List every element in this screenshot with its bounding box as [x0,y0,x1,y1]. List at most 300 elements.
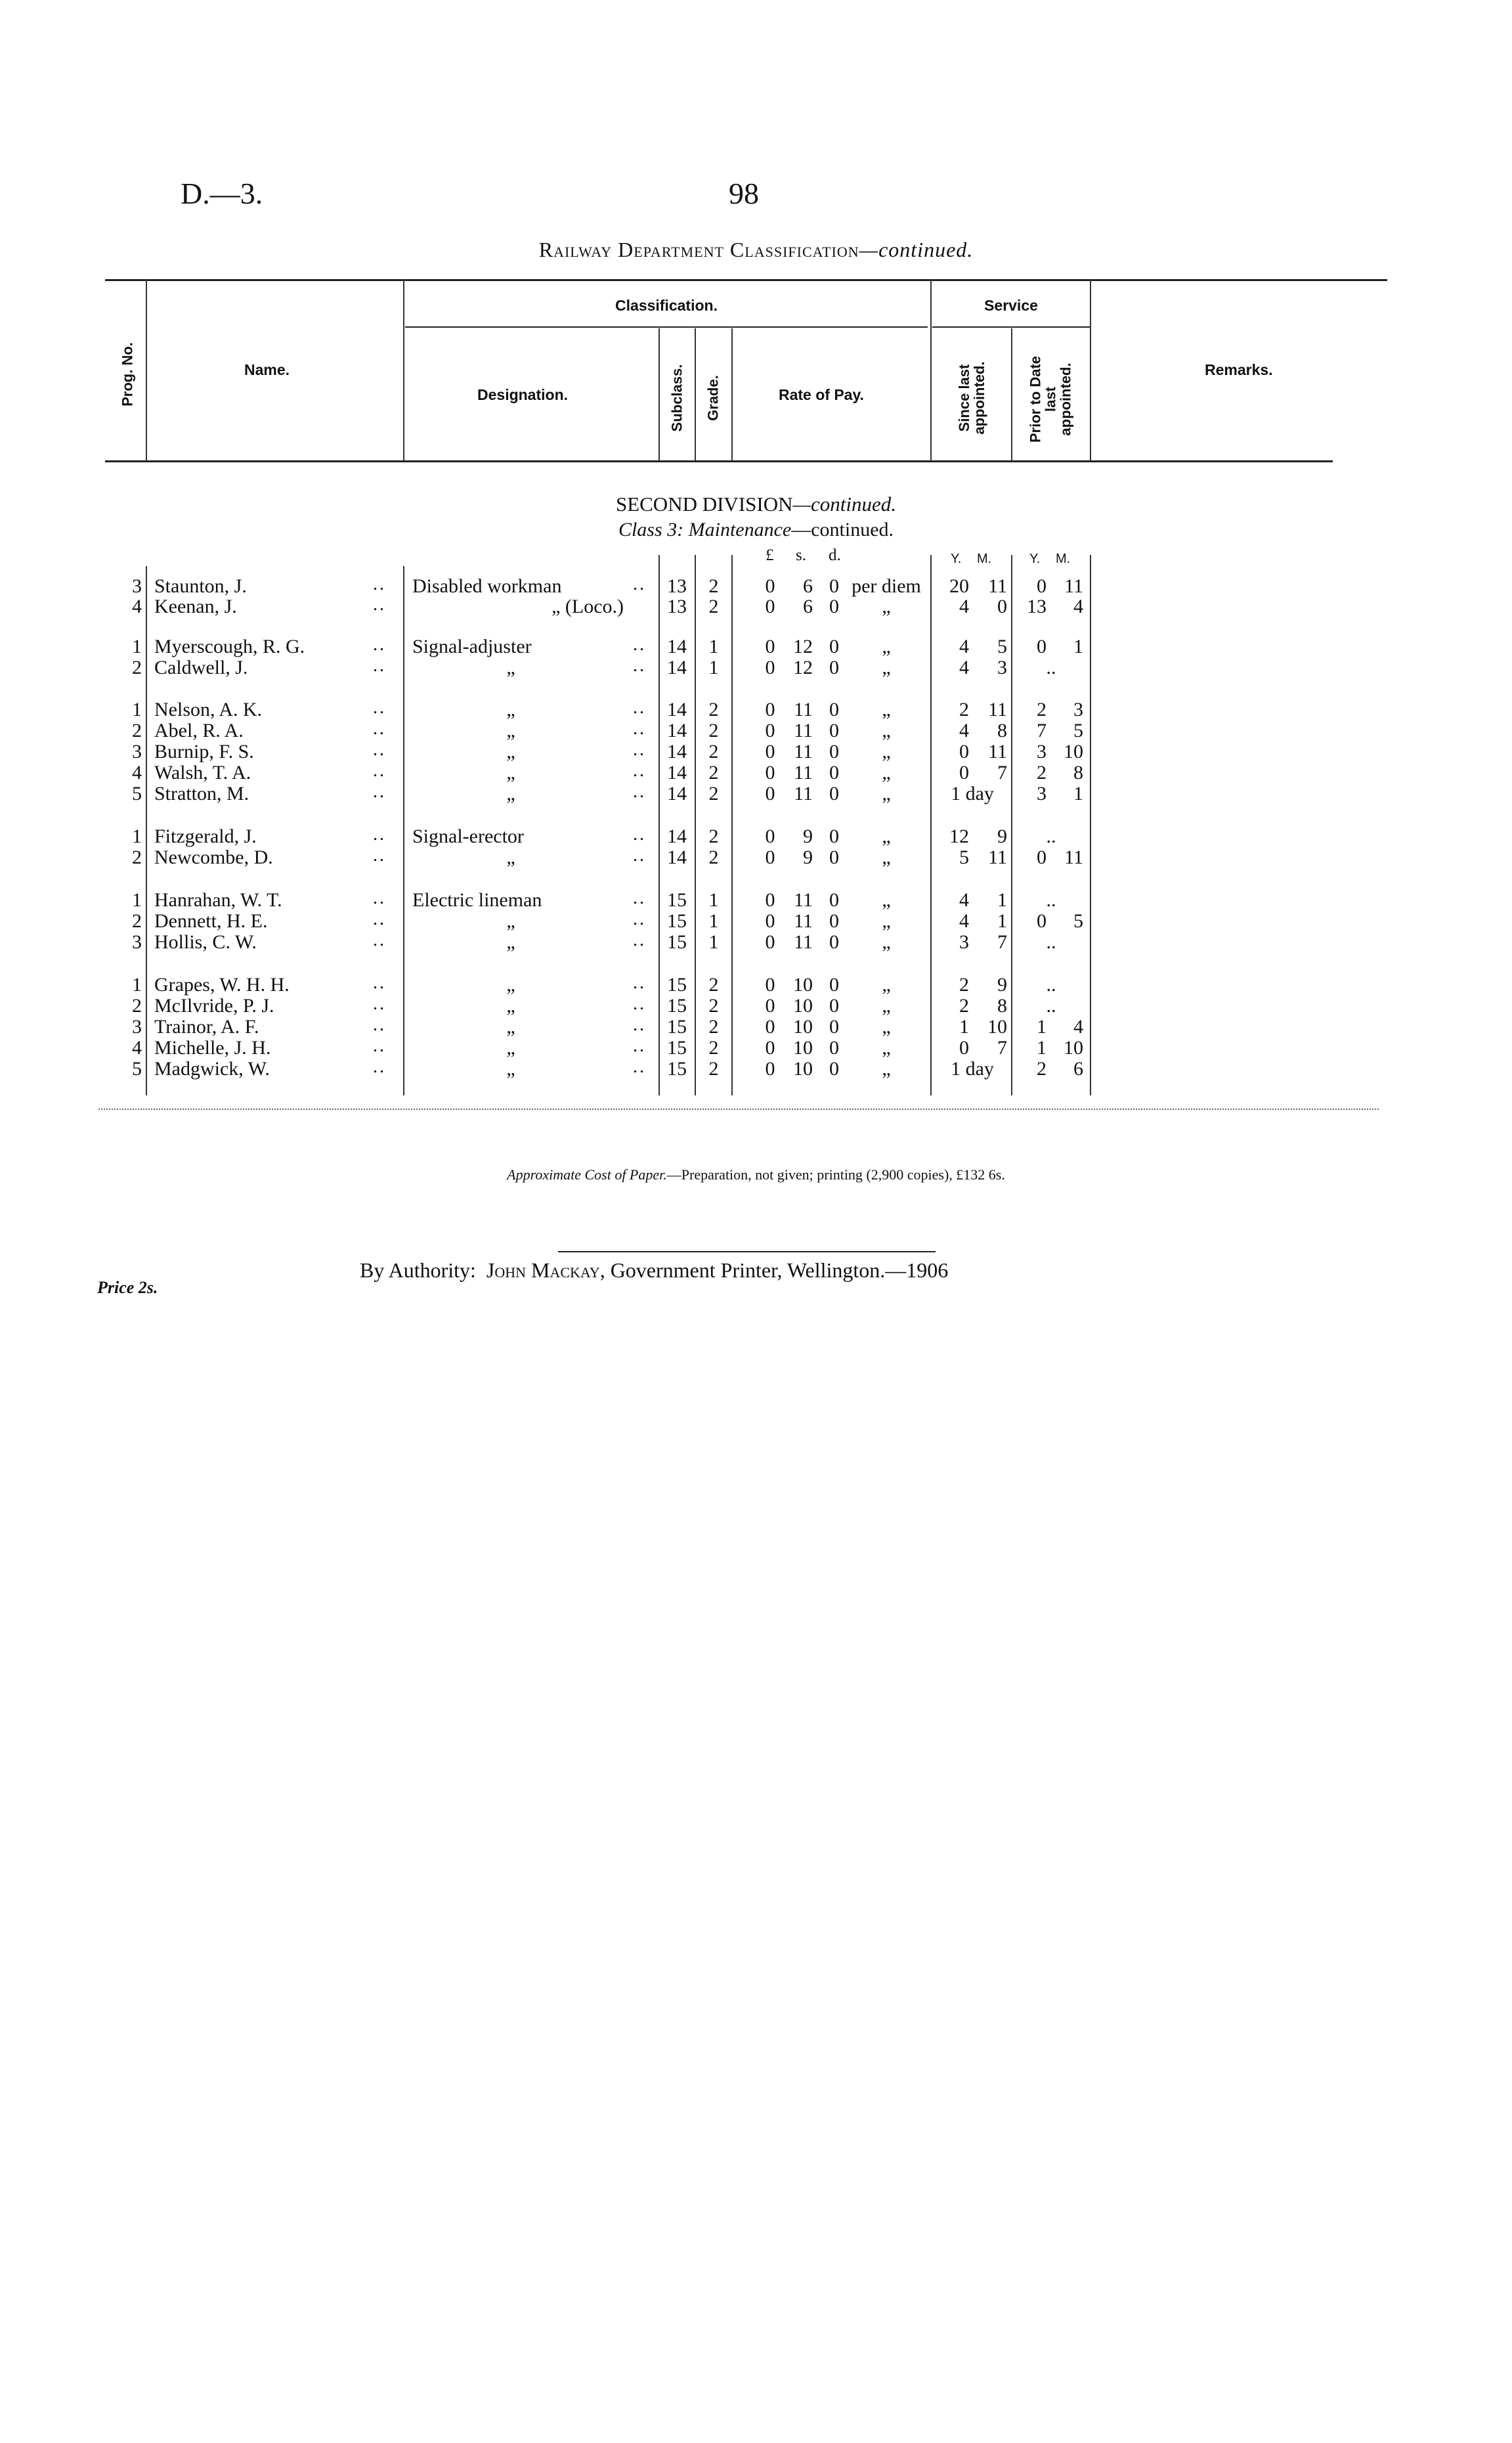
rate-pounds-cell: 0 [765,762,775,783]
subclass-cell: 13 [667,575,687,597]
since-months-cell: 11 [988,847,1007,868]
header-divider [930,279,932,460]
grade-cell: 2 [708,974,719,996]
rate-pounds-cell: 0 [765,1037,775,1059]
subclass-cell: 15 [667,974,687,996]
prior-years-cell: 0 [1037,910,1047,932]
document-series: D.—3. [181,177,263,210]
classification-rule [405,326,928,328]
rate-pounds-cell: 0 [765,1016,775,1038]
grade-cell: 2 [708,699,719,720]
since-months-cell: 11 [988,699,1007,720]
printer-imprint: By Authority: John Mackay, Government Printer, Wellington.—1906 [360,1258,949,1282]
rate-pounds-cell: 0 [765,699,775,720]
title-main: Railway Department Classification [538,238,859,261]
prior-months-cell: 5 [1073,910,1083,932]
rate-shillings-cell: 10 [793,1016,813,1038]
since-appointed-cell: 1 day [951,1058,994,1080]
since-years-cell: 4 [959,596,969,617]
designation-cell: „ [506,720,515,741]
rate-shillings-cell: 11 [794,910,813,932]
leader-dots: .. [373,845,386,866]
since-years-cell: 4 [959,720,969,741]
designation-cell: „ [506,783,515,804]
prog-no-cell: 5 [132,783,142,804]
col-header-name: Name. [244,361,290,378]
unit-pence: d. [829,546,841,564]
prior-months-cell: 8 [1073,762,1083,783]
col-header-subclass: Subclass. [668,364,685,432]
subclass-cell: 14 [667,783,687,804]
since-years-cell: 12 [949,825,969,847]
grade-cell: 2 [708,847,719,868]
rate-period-cell: „ [882,1016,891,1038]
name-cell: Caldwell, J. [154,657,248,678]
leader-dots: .. [633,888,646,908]
leader-dots: .. [373,634,386,655]
rate-period-cell: „ [882,910,891,932]
leader-dots: .. [373,574,386,594]
grade-cell: 2 [708,995,719,1017]
prior-months-cell: 4 [1073,1016,1083,1038]
since-months-cell: 7 [997,762,1007,783]
rate-shillings-cell: 11 [794,741,813,762]
since-months-cell: 11 [988,575,1007,597]
page-number: 98 [729,177,759,210]
since-months-cell: 11 [988,741,1007,762]
rate-pounds-cell: 0 [765,783,775,804]
grade-cell: 2 [708,720,719,741]
prog-no-cell: 3 [132,741,142,762]
name-cell: Trainor, A. F. [154,1016,259,1038]
rate-shillings-cell: 11 [794,889,813,911]
prior-years-cell: 0 [1037,636,1047,657]
prior-service-cell: .. [1046,825,1056,847]
subclass-cell: 14 [667,741,687,762]
body-divider [731,555,733,1095]
leader-dots: .. [373,718,386,739]
rate-pence-cell: 0 [829,910,839,932]
since-months-cell: 9 [997,974,1007,996]
prior-months-cell: 11 [1064,847,1083,868]
subclass-cell: 14 [667,657,687,678]
leader-dots: .. [633,909,646,929]
rate-shillings-cell: 9 [803,825,813,847]
body-divider [1090,555,1091,1095]
name-cell: Hollis, C. W. [154,931,257,953]
rate-period-cell: „ [882,720,891,741]
rate-pence-cell: 0 [829,995,839,1017]
subclass-cell: 15 [667,1037,687,1059]
prior-years-cell: 1 [1037,1016,1047,1038]
rate-pounds-cell: 0 [765,825,775,847]
body-divider [1011,555,1012,1095]
col-header-designation: Designation. [477,386,569,403]
rate-period-cell: „ [882,762,891,783]
rate-shillings-cell: 11 [794,762,813,783]
prog-no-cell: 4 [132,1037,142,1059]
rate-period-cell: „ [882,847,891,868]
rate-period-cell: „ [882,889,891,911]
prior-months-cell: 4 [1073,596,1083,617]
grade-cell: 2 [708,762,719,783]
designation-cell: „ [506,699,515,720]
prior-months-cell: 1 [1073,783,1083,804]
table-title [0,238,1512,262]
rate-pounds-cell: 0 [765,575,775,597]
header-bottom-rule [105,460,1333,462]
header-top-rule [105,279,1387,281]
name-cell: Stratton, M. [154,783,249,804]
leader-dots: .. [633,1036,646,1056]
rate-pounds-cell: 0 [765,847,775,868]
name-cell: Nelson, A. K. [154,699,263,720]
prior-months-cell: 10 [1064,1037,1083,1059]
unit-months: M. [977,552,992,566]
col-header-since-last: Since last appointed. [955,361,987,435]
leader-dots: .. [373,888,386,908]
leader-dots: .. [373,739,386,760]
prog-no-cell: 2 [132,720,142,741]
designation-cell: „ (Loco.) [551,596,624,617]
since-months-cell: 8 [997,995,1007,1017]
name-cell: Madgwick, W. [154,1058,270,1080]
prog-no-cell: 2 [132,995,142,1017]
grade-cell: 1 [708,910,719,932]
prior-years-cell: 3 [1037,741,1047,762]
rate-pence-cell: 0 [829,1058,839,1080]
leader-dots: .. [633,845,646,866]
prog-no-cell: 3 [132,1016,142,1038]
name-cell: Michelle, J. H. [154,1037,271,1059]
prog-no-cell: 3 [132,575,142,597]
leader-dots: .. [373,909,386,929]
rate-pence-cell: 0 [829,931,839,953]
leader-dots: .. [633,994,646,1014]
rate-pence-cell: 0 [829,1016,839,1038]
header-divider [731,328,733,460]
leader-dots: .. [373,1015,386,1035]
body-divider [695,555,696,1095]
since-months-cell: 9 [997,825,1007,847]
grade-cell: 1 [708,657,719,678]
since-months-cell: 5 [997,636,1007,657]
prog-no-cell: 5 [132,1058,142,1080]
designation-cell: Disabled workman [412,575,562,597]
rate-pounds-cell: 0 [765,931,775,953]
grade-cell: 2 [708,783,719,804]
rate-pence-cell: 0 [829,699,839,720]
rate-pounds-cell: 0 [765,657,775,678]
class-heading: Class 3: Maintenance—continued. [618,519,894,540]
designation-cell: Signal-erector [412,825,524,847]
cost-of-paper-note: Approximate Cost of Paper.—Preparation, not given; printing (2,900 copies), £132 6s. [507,1166,1005,1183]
designation-cell: „ [506,974,515,996]
subclass-cell: 15 [667,910,687,932]
since-months-cell: 8 [997,720,1007,741]
rate-pence-cell: 0 [829,657,839,678]
rate-period-cell: „ [882,974,891,996]
prior-years-cell: 1 [1037,1037,1047,1059]
prog-no-cell: 1 [132,889,142,911]
prior-months-cell: 1 [1073,636,1083,657]
rate-pence-cell: 0 [829,1037,839,1059]
header-divider [1011,328,1012,460]
service-rule [932,326,1090,328]
designation-cell: „ [506,741,515,762]
subclass-cell: 14 [667,699,687,720]
leader-dots: .. [373,697,386,718]
header-divider [146,279,147,460]
subclass-cell: 14 [667,636,687,657]
rate-pence-cell: 0 [829,762,839,783]
rate-pence-cell: 0 [829,720,839,741]
name-cell: Staunton, J. [154,575,247,597]
rate-pence-cell: 0 [829,636,839,657]
prior-years-cell: 2 [1037,1058,1047,1080]
rate-period-cell: „ [882,636,891,657]
leader-dots: .. [633,1015,646,1035]
rate-period-cell: „ [882,1058,891,1080]
leader-dots: .. [633,697,646,718]
designation-cell: Electric lineman [412,889,542,911]
rate-shillings-cell: 10 [793,1058,813,1080]
leader-dots: .. [633,574,646,594]
body-divider [403,566,404,1095]
since-years-cell: 0 [959,741,969,762]
grade-cell: 2 [708,1058,719,1080]
subclass-cell: 15 [667,995,687,1017]
col-header-service: Service [984,297,1038,314]
prog-no-cell: 4 [132,596,142,617]
designation-cell: „ [506,1058,515,1080]
name-cell: Abel, R. A. [154,720,244,741]
division-heading: SECOND DIVISION—continued. [615,493,897,516]
since-months-cell: 7 [997,931,1007,953]
authority-rule [558,1251,936,1252]
since-years-cell: 4 [959,889,969,911]
prior-service-cell: .. [1046,974,1056,996]
since-years-cell: 0 [959,762,969,783]
rate-shillings-cell: 10 [793,974,813,996]
prior-years-cell: 0 [1037,847,1047,868]
rate-period-cell: „ [882,995,891,1017]
leader-dots: .. [373,760,386,781]
prog-no-cell: 1 [132,825,142,847]
subclass-cell: 15 [667,889,687,911]
rate-period-cell: „ [882,596,891,617]
rate-shillings-cell: 11 [794,720,813,741]
rate-shillings-cell: 11 [794,699,813,720]
prior-service-cell: .. [1046,889,1056,911]
grade-cell: 2 [708,825,719,847]
rate-period-cell: „ [882,825,891,847]
name-cell: Grapes, W. H. H. [154,974,290,996]
rate-shillings-cell: 9 [803,847,813,868]
leader-dots: .. [633,718,646,739]
rate-pence-cell: 0 [829,596,839,617]
prior-years-cell: 13 [1027,596,1047,617]
leader-dots: .. [373,1036,386,1056]
since-years-cell: 3 [959,931,969,953]
col-header-classification: Classification. [615,297,718,314]
name-cell: McIlvride, P. J. [154,995,274,1017]
name-cell: Walsh, T. A. [154,762,251,783]
leader-dots: .. [633,930,646,950]
rate-pounds-cell: 0 [765,974,775,996]
unit-pounds: £ [766,546,774,564]
rate-pounds-cell: 0 [765,889,775,911]
since-years-cell: 4 [959,636,969,657]
prior-years-cell: 2 [1037,762,1047,783]
name-cell: Hanrahan, W. T. [154,889,282,911]
col-header-remarks: Remarks. [1205,361,1273,378]
prog-no-cell: 2 [132,847,142,868]
rate-pounds-cell: 0 [765,596,775,617]
leader-dots: .. [373,594,386,615]
leader-dots: .. [633,973,646,993]
prior-months-cell: 3 [1073,699,1083,720]
rate-pounds-cell: 0 [765,720,775,741]
prior-months-cell: 5 [1073,720,1083,741]
since-years-cell: 2 [959,995,969,1017]
name-cell: Keenan, J. [154,596,237,617]
prior-months-cell: 6 [1073,1058,1083,1080]
rate-shillings-cell: 6 [803,596,813,617]
prior-months-cell: 11 [1064,575,1083,597]
subclass-cell: 14 [667,825,687,847]
title-suffix: —continued. [859,238,974,261]
leader-dots: .. [373,973,386,993]
rate-pence-cell: 0 [829,741,839,762]
rate-pence-cell: 0 [829,575,839,597]
rate-pence-cell: 0 [829,974,839,996]
rate-pence-cell: 0 [829,889,839,911]
rate-period-cell: „ [882,657,891,678]
leader-dots: .. [373,930,386,950]
rate-pence-cell: 0 [829,825,839,847]
prog-no-cell: 1 [132,636,142,657]
since-years-cell: 1 [959,1016,969,1038]
rate-pounds-cell: 0 [765,636,775,657]
grade-cell: 2 [708,741,719,762]
leader-dots: .. [373,824,386,845]
grade-cell: 1 [708,889,719,911]
col-header-grade: Grade. [704,375,722,421]
prior-years-cell: 0 [1037,575,1047,597]
rate-shillings-cell: 6 [803,575,813,597]
body-divider [146,566,147,1095]
prog-no-cell: 2 [132,910,142,932]
subclass-cell: 15 [667,1016,687,1038]
rate-shillings-cell: 11 [794,783,813,804]
prior-years-cell: 3 [1037,783,1047,804]
subclass-cell: 14 [667,762,687,783]
designation-cell: „ [506,762,515,783]
rate-period-cell: „ [882,1037,891,1059]
rate-period-cell: „ [882,783,891,804]
col-header-prior-to-date: Prior to Date last appointed. [1027,355,1074,443]
grade-cell: 2 [708,596,719,617]
table-bottom-rule [98,1109,1379,1110]
rate-pounds-cell: 0 [765,1058,775,1080]
header-divider [403,279,404,460]
prog-no-cell: 4 [132,762,142,783]
leader-dots: .. [373,655,386,676]
prior-years-cell: 7 [1037,720,1047,741]
designation-cell: Signal-adjuster [412,636,532,657]
grade-cell: 2 [708,575,719,597]
leader-dots: .. [373,781,386,802]
header-divider [659,328,660,460]
leader-dots: .. [633,634,646,655]
prog-no-cell: 2 [132,657,142,678]
rate-pounds-cell: 0 [765,741,775,762]
rate-period-cell: per diem [852,575,921,597]
leader-dots: .. [633,1057,646,1077]
since-months-cell: 1 [997,910,1007,932]
prior-months-cell: 10 [1064,741,1083,762]
name-cell: Myerscough, R. G. [154,636,305,657]
subclass-cell: 14 [667,720,687,741]
rate-shillings-cell: 12 [793,657,813,678]
since-years-cell: 2 [959,974,969,996]
designation-cell: „ [506,931,515,953]
leader-dots: .. [373,1057,386,1077]
unit-months-prior: M. [1056,552,1071,566]
leader-dots: .. [633,760,646,781]
unit-years: Y. [951,552,962,566]
rate-period-cell: „ [882,699,891,720]
subclass-cell: 14 [667,847,687,868]
designation-cell: „ [506,847,515,868]
header-divider [695,328,696,460]
since-months-cell: 7 [997,1037,1007,1059]
leader-dots: .. [633,824,646,845]
subclass-cell: 15 [667,1058,687,1080]
since-years-cell: 2 [959,699,969,720]
unit-shillings: s. [796,546,806,564]
prior-service-cell: .. [1046,931,1056,953]
designation-cell: „ [506,910,515,932]
since-months-cell: 0 [997,596,1007,617]
rate-shillings-cell: 12 [793,636,813,657]
rate-pounds-cell: 0 [765,910,775,932]
designation-cell: „ [506,1016,515,1038]
prog-no-cell: 3 [132,931,142,953]
since-months-cell: 1 [997,889,1007,911]
rate-pence-cell: 0 [829,783,839,804]
leader-dots: .. [633,739,646,760]
grade-cell: 1 [708,636,719,657]
name-cell: Dennett, H. E. [154,910,268,932]
name-cell: Newcombe, D. [154,847,273,868]
designation-cell: „ [506,1037,515,1059]
since-months-cell: 10 [987,1016,1007,1038]
rate-pence-cell: 0 [829,847,839,868]
prior-service-cell: .. [1046,995,1056,1017]
name-cell: Fitzgerald, J. [154,825,257,847]
leader-dots: .. [633,655,646,676]
since-years-cell: 4 [959,910,969,932]
body-divider [930,555,932,1095]
leader-dots: .. [373,994,386,1014]
leader-dots: .. [633,781,646,802]
designation-cell: „ [506,995,515,1017]
subclass-cell: 13 [667,596,687,617]
rate-shillings-cell: 11 [794,931,813,953]
prior-service-cell: .. [1046,657,1056,678]
